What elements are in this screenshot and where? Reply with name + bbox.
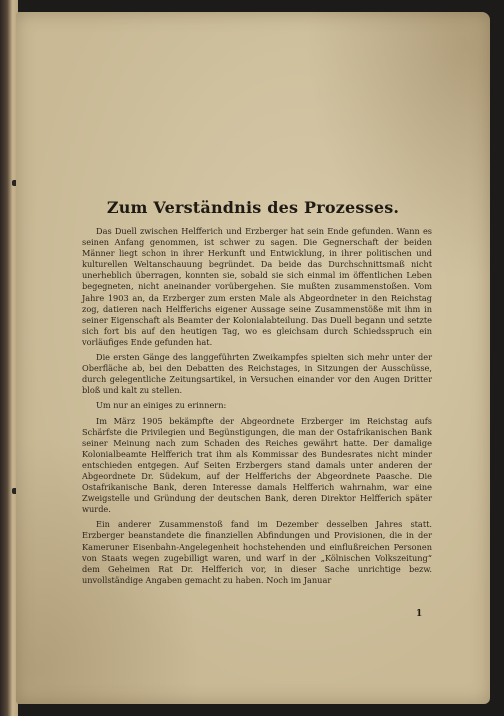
- page-number: 1: [416, 609, 423, 619]
- page-title: Zum Verständnis des Prozesses.: [106, 198, 400, 217]
- paragraph: Ein anderer Zusammenstoß fand im Dezember desselben Jahres statt. Erzberger beanstandete die finanziellen Abfindungen und Provisionen, die in der Kameruner Eisenbahn-Angelegenheit hochstehenden und einflußreichen Personen von Staats wegen zugebilligt waren, und warf in der „Kölnischen Volkszeitung“ dem Geheimen Rat Dr. Helfferich vor, in dieser Sache unrichtige bezw. unvollständige Angaben gemacht zu haben. Noch im Januar: [82, 519, 432, 585]
- paragraph: Die ersten Gänge des langgeführten Zweikampfes spielten sich mehr unter der Oberfläche ab, bei den Debatten des Reichstages, in Sitzungen der Ausschüsse, durch gelegentliche Zeitungsartikel, in Versuchen einander vor den Augen Dritter bloß und kalt zu stellen.: [82, 352, 432, 396]
- document-page: [16, 12, 490, 704]
- body-text: [82, 226, 432, 590]
- paragraph: Im März 1905 bekämpfte der Abgeordnete Erzberger im Reichstag aufs Schärfste die Privilegien und Begünstigungen, die man der Ostafrikanischen Bank seiner Meinung nach zum Schaden des Reiches gewährt hatte. Der damalige Kolonialbeamte Helfferich trat ihm als Kommissar des Bundesrates nicht minder entschieden entgegen. Auf Seiten Erzbergers stand damals unter anderen der Abgeordnete Dr. Südekum, auf der Helfferichs der Abgeordnete Paasche. Die Ostafrikanische Bank, deren Interesse damals Helfferich wahrnahm, war eine Zweigstelle und Gründung der deutschen Bank, deren Direktor Helfferich später wurde.: [82, 415, 432, 515]
- paragraph: Um nur an einiges zu erinnern:: [96, 400, 227, 411]
- paragraph: Das Duell zwischen Helfferich und Erzberger hat sein Ende gefunden. Wann es seinen Anfang genommen, ist schwer zu sagen. Die Gegnerschaft der beiden Männer liegt schon in ihrer Herkunft und Entwicklung, in ihrer politischen und kulturellen Weltanschauung begründet. Da beide das Durchschnittsmaß nicht unerheblich überragen, konnten sie, sobald sie sich einmal im öffentlichen Leben begegneten, nicht aneinander vorübergehen. Sie mußten zusammenstoßen. Vom Jahre 1903 an, da Erzberger zum ersten Male als Abgeordneter in den Reichstag zog, datieren nach Helfferichs eigener Aussage seine Zusammenstöße mit ihm in seiner Eigenschaft als Beamter der Kolonialabteilung. Das Duell begann und setzte sich fort bis auf den heutigen Tag, wo es gleichsam durch Schiedsspruch ein vorläufiges Ende gefunden hat.: [82, 226, 432, 347]
